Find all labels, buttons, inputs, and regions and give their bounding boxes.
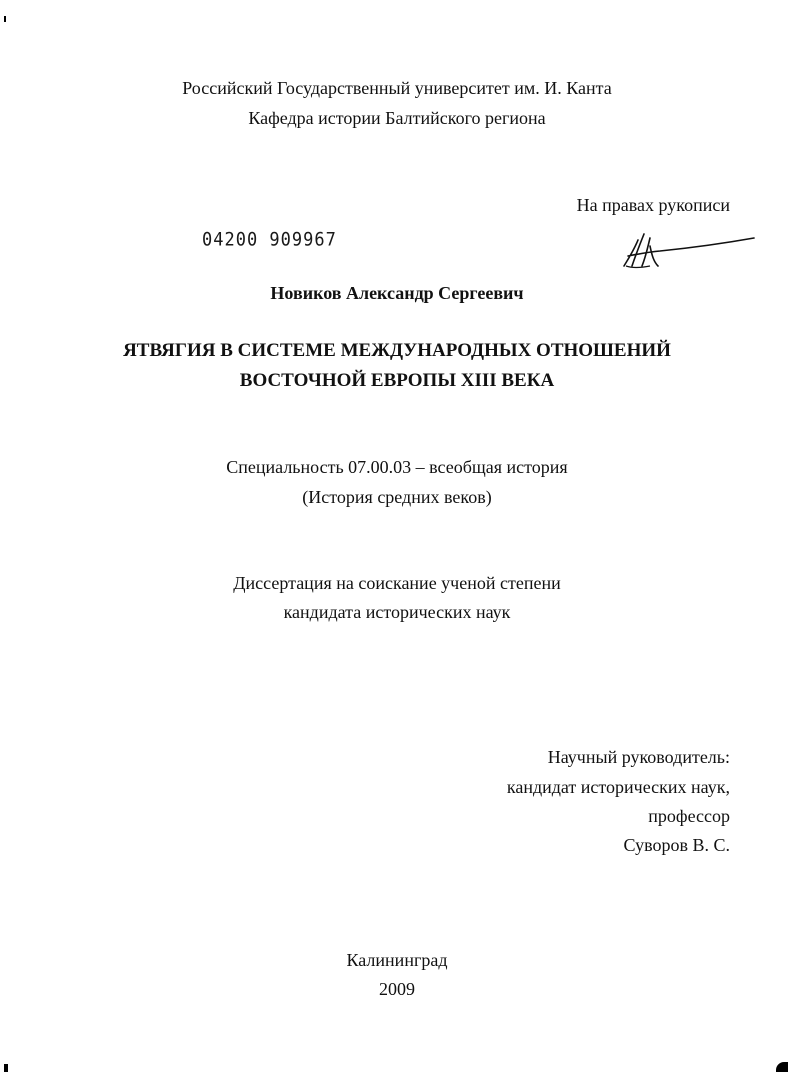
registration-number: 04200 909967 — [202, 228, 337, 252]
signature-mark — [620, 226, 760, 274]
supervisor-degree: кандидат исторических наук, — [506, 777, 730, 797]
manuscript-note: На правах рукописи — [576, 195, 730, 215]
scan-speck — [4, 1064, 8, 1072]
dissertation-title-line-2: ВОСТОЧНОЙ ЕВРОПЫ XIII ВЕКА — [239, 370, 555, 391]
scan-speck — [4, 16, 6, 22]
university-name: Российский Государственный университет им. И. Канта — [182, 78, 612, 98]
supervisor-rank: профессор — [648, 806, 730, 826]
dissertation-title-line-1: ЯТВЯГИЯ В СИСТЕМЕ МЕЖДУНАРОДНЫХ ОТНОШЕНИЙ — [123, 340, 671, 361]
department-name: Кафедра истории Балтийского региона — [248, 108, 546, 128]
supervisor-label: Научный руководитель: — [547, 747, 730, 767]
degree-line-1: Диссертация на соискание ученой степени — [233, 573, 561, 593]
supervisor-name: Суворов В. С. — [623, 835, 730, 855]
specialty-line-1: Специальность 07.00.03 – всеобщая история — [226, 457, 568, 477]
city: Калининград — [346, 950, 448, 970]
author-name: Новиков Александр Сергеевич — [270, 283, 524, 303]
degree-line-2: кандидата исторических наук — [283, 602, 511, 622]
scan-speck — [776, 1062, 788, 1072]
specialty-line-2: (История средних веков) — [302, 487, 492, 507]
year: 2009 — [379, 979, 415, 999]
